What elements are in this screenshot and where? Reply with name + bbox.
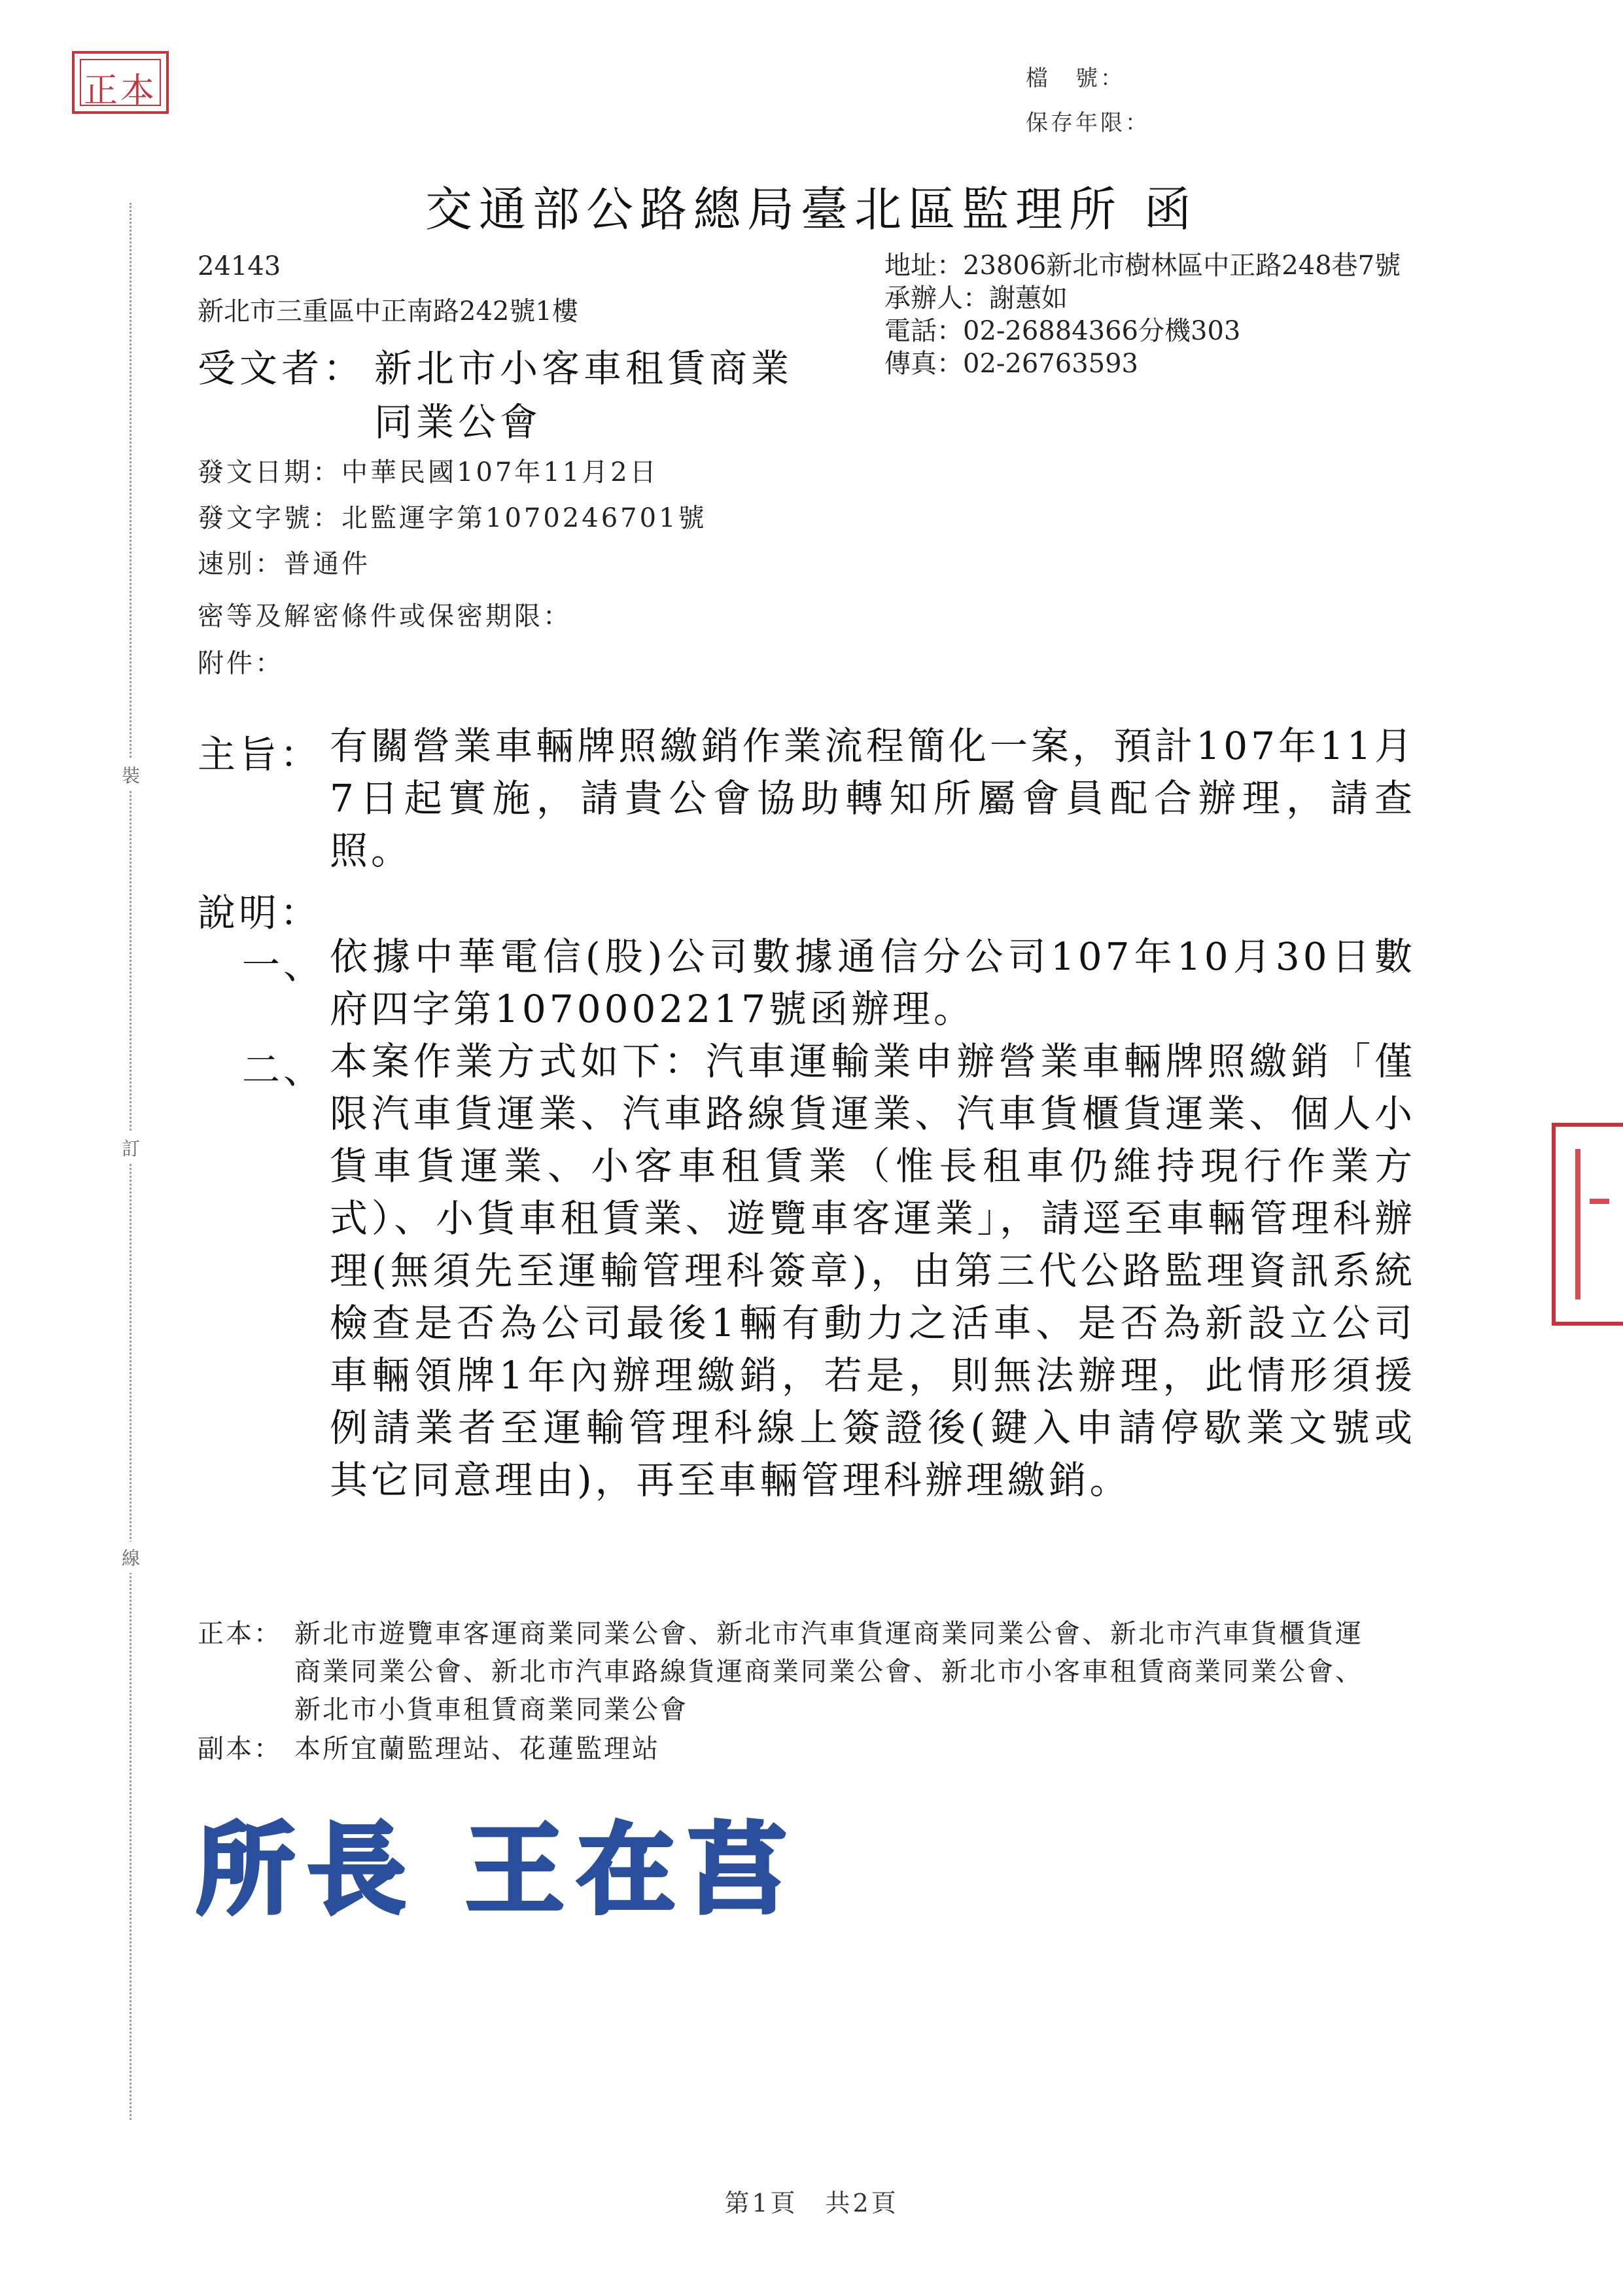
handler: 承辦人：謝蕙如 [884,283,1068,313]
attachment: 附件： [198,648,284,679]
delivery-speed: 速別：普通件 [198,549,370,579]
original-copy-stamp [72,51,169,114]
retention-period-label: 保存年限： [1026,110,1150,136]
original-recipients-label: 正本： [198,1619,282,1649]
explanation-item-2-number: 二、 [242,1048,325,1092]
recipient-name-line1: 新北市小客車租賃商業 [374,346,794,391]
issue-date: 發文日期：中華民國107年11月2日 [198,457,659,487]
explanation-label: 說明： [198,891,322,935]
copy-recipients-label: 副本： [198,1734,282,1764]
seam-stamp [1552,1123,1623,1326]
recipient-address: 新北市三重區中正南路242號1樓 [198,296,578,327]
recipient-name-line2: 同業公會 [374,400,542,444]
phone: 電話：02-26884366分機303 [884,316,1241,346]
binding-mark-2: 訂 [122,1132,140,1163]
signature-graphic [196,1799,864,1930]
file-number-label: 檔 號： [1026,65,1125,92]
document-title: 交通部公路總局臺北區監理所 函 [425,182,1198,237]
signature-text: 所長 王在莒 [196,1812,800,1928]
sender-address: 地址：23806新北市樹林區中正路248巷7號 [884,251,1401,281]
explanation-item-2-text: 本案作業方式如下：汽車運輸業申辦營業車輛牌照繳銷「僅限汽車貨運業、汽車路線貨運業、汽車貨櫃貨運業、個人小貨車貨運業、小客車租賃業（惟長租車仍維持現行作業方式）、小貨車租賃業、遊覽車客運業」，請逕至車輛管理科辦理(無須先至運輸管理科簽章)，由第三代公路監理資訊系統檢查是否為公司最後1輛有動力之活車、是否為新設立公司車輛領牌1年內辦理繳銷，若是，則無法辦理，此情形須援例請業者至運輸管理科線上簽證後(鍵入申請停歇業文號或其它同意理由)，再至車輛管理科辦理繳銷。 [330,1039,1416,1502]
director-signature [196,1799,864,1930]
binding-mark-1: 裝 [122,759,140,790]
subject-text: 有關營業車輛牌照繳銷作業流程簡化一案，預計107年11月7日起實施，請貴公會協助轉知所屬會員配合辦理，請查照。 [330,724,1416,873]
document-number: 發文字號：北監運字第1070246701號 [198,503,707,533]
binding-mark-3: 線 [122,1542,140,1573]
copy-recipients-list: 本所宜蘭監理站、花蓮監理站 [294,1734,660,1764]
explanation-item-1-text: 依據中華電信(股)公司數據通信分公司107年10月30日數府四字第1070002217號函辦理。 [330,934,1416,1031]
explanation-item-1-number: 一、 [242,943,325,987]
seam-stamp-mark-2 [1590,1199,1609,1204]
page-number: 第1頁 共2頁 [724,2189,899,2217]
security-classification: 密等及解密條件或保密期限： [198,601,572,631]
recipient-label: 受文者： [198,346,366,391]
original-recipients-list: 新北市遊覽車客運商業同業公會、新北市汽車貨運商業同業公會、新北市汽車貨櫃貨運商業同業公會、新北市汽車路線貨運商業同業公會、新北市小客車租賃商業同業公會、新北市小貨車租賃商業同業公會 [294,1619,1363,1725]
stamp-text: 正本 [83,71,157,111]
recipient-postcode: 24143 [198,251,281,281]
seam-stamp-mark [1575,1149,1613,1299]
fax: 傳真：02-26763593 [884,349,1139,379]
subject-label: 主旨： [198,732,322,777]
